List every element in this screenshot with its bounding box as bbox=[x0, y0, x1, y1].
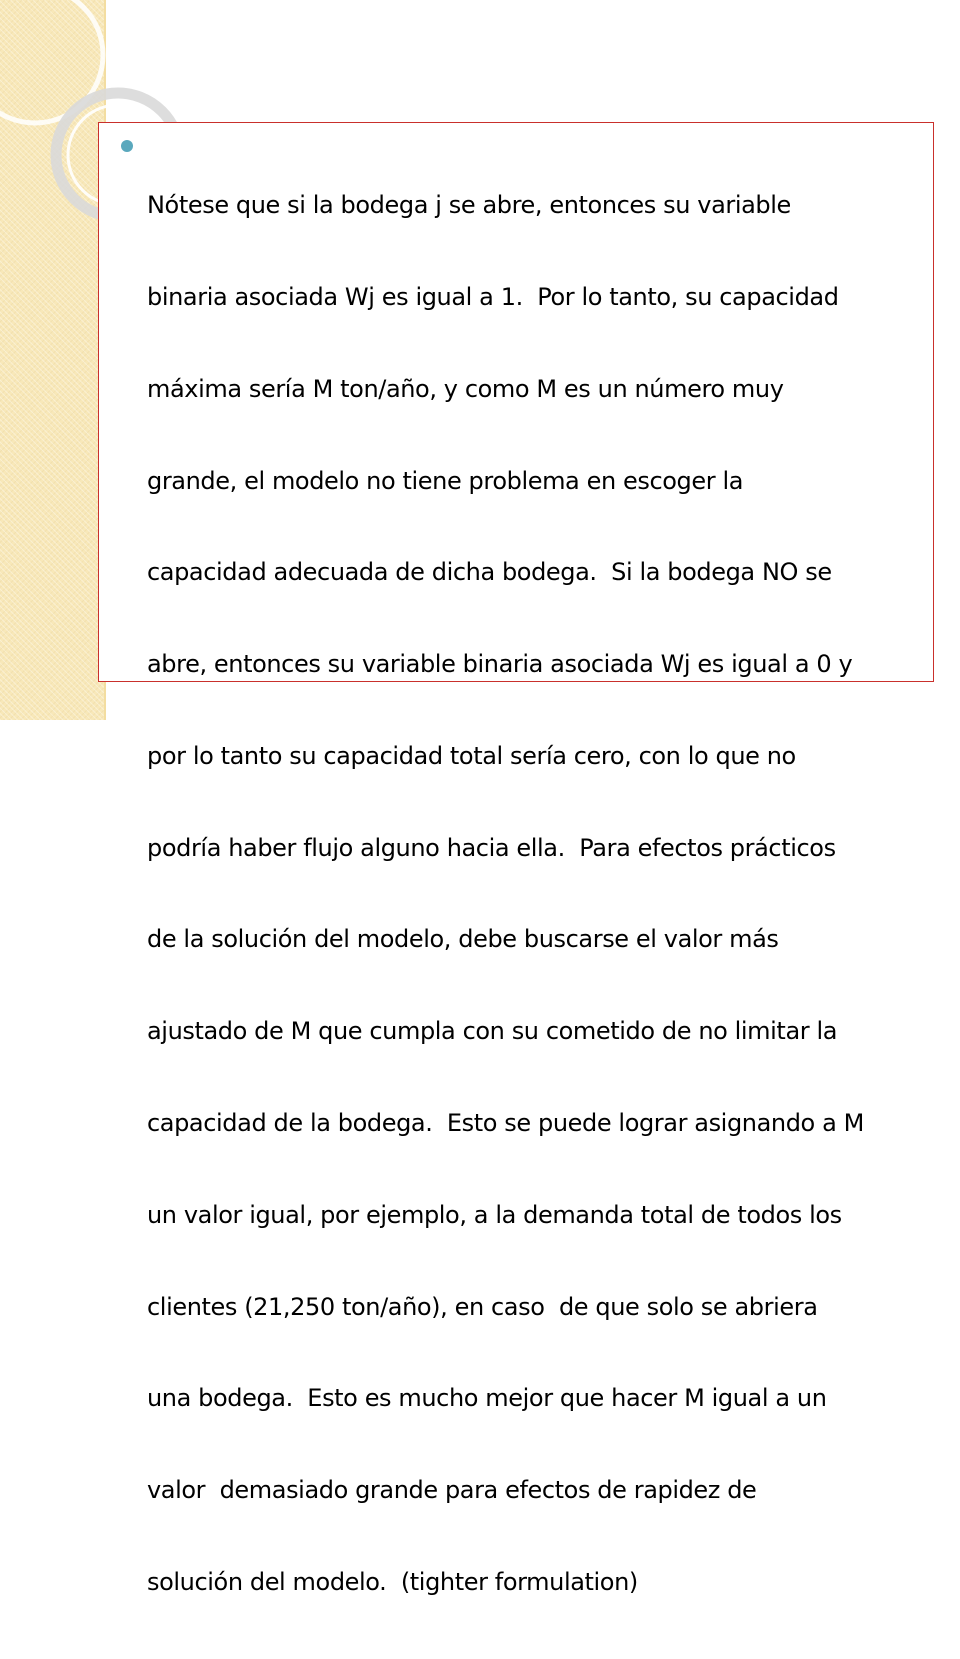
bullet-line: de la solución del modelo, debe buscarse el valor más bbox=[147, 925, 779, 954]
bullet-line: capacidad adecuada de dicha bodega. Si la bodega NO se bbox=[147, 558, 832, 587]
bullet-line: por lo tanto su capacidad total sería cero, con lo que no bbox=[147, 741, 796, 770]
bullet-line: un valor igual, por ejemplo, a la demanda total de todos los bbox=[147, 1200, 842, 1229]
bullet-line: solución del modelo. (tighter formulation) bbox=[147, 1567, 638, 1596]
bullet-item bbox=[121, 129, 931, 1659]
bullet-line: Nótese que si la bodega j se abre, entonces su variable bbox=[147, 191, 791, 220]
bullet-line: capacidad de la bodega. Esto se puede lograr asignando a M bbox=[147, 1109, 864, 1137]
bullet-line: ajustado de M que cumpla con su cometido de no limitar la bbox=[147, 1017, 838, 1046]
bullet-line: grande, el modelo no tiene problema en escoger la bbox=[147, 466, 744, 495]
bullet-line: máxima sería M ton/año, y como M es un número muy bbox=[147, 374, 784, 403]
bullet-text bbox=[147, 129, 864, 1659]
bullet-line: clientes (21,250 ton/año), en caso de que solo se abriera bbox=[147, 1292, 818, 1321]
bullet-line: valor demasiado grande para efectos de rapidez de bbox=[147, 1476, 757, 1505]
bullet-line: podría haber flujo alguno hacia ella. Para efectos prácticos bbox=[147, 833, 836, 862]
content-box bbox=[98, 122, 934, 1596]
bullet-line: abre, entonces su variable binaria asociada Wj es igual a 0 y bbox=[147, 650, 853, 679]
bullet-dot-icon bbox=[121, 140, 133, 152]
bullet-line: una bodega. Esto es mucho mejor que hacer M igual a un bbox=[147, 1384, 827, 1413]
bullet-line: binaria asociada Wj es igual a 1. Por lo tanto, su capacidad bbox=[147, 282, 839, 311]
